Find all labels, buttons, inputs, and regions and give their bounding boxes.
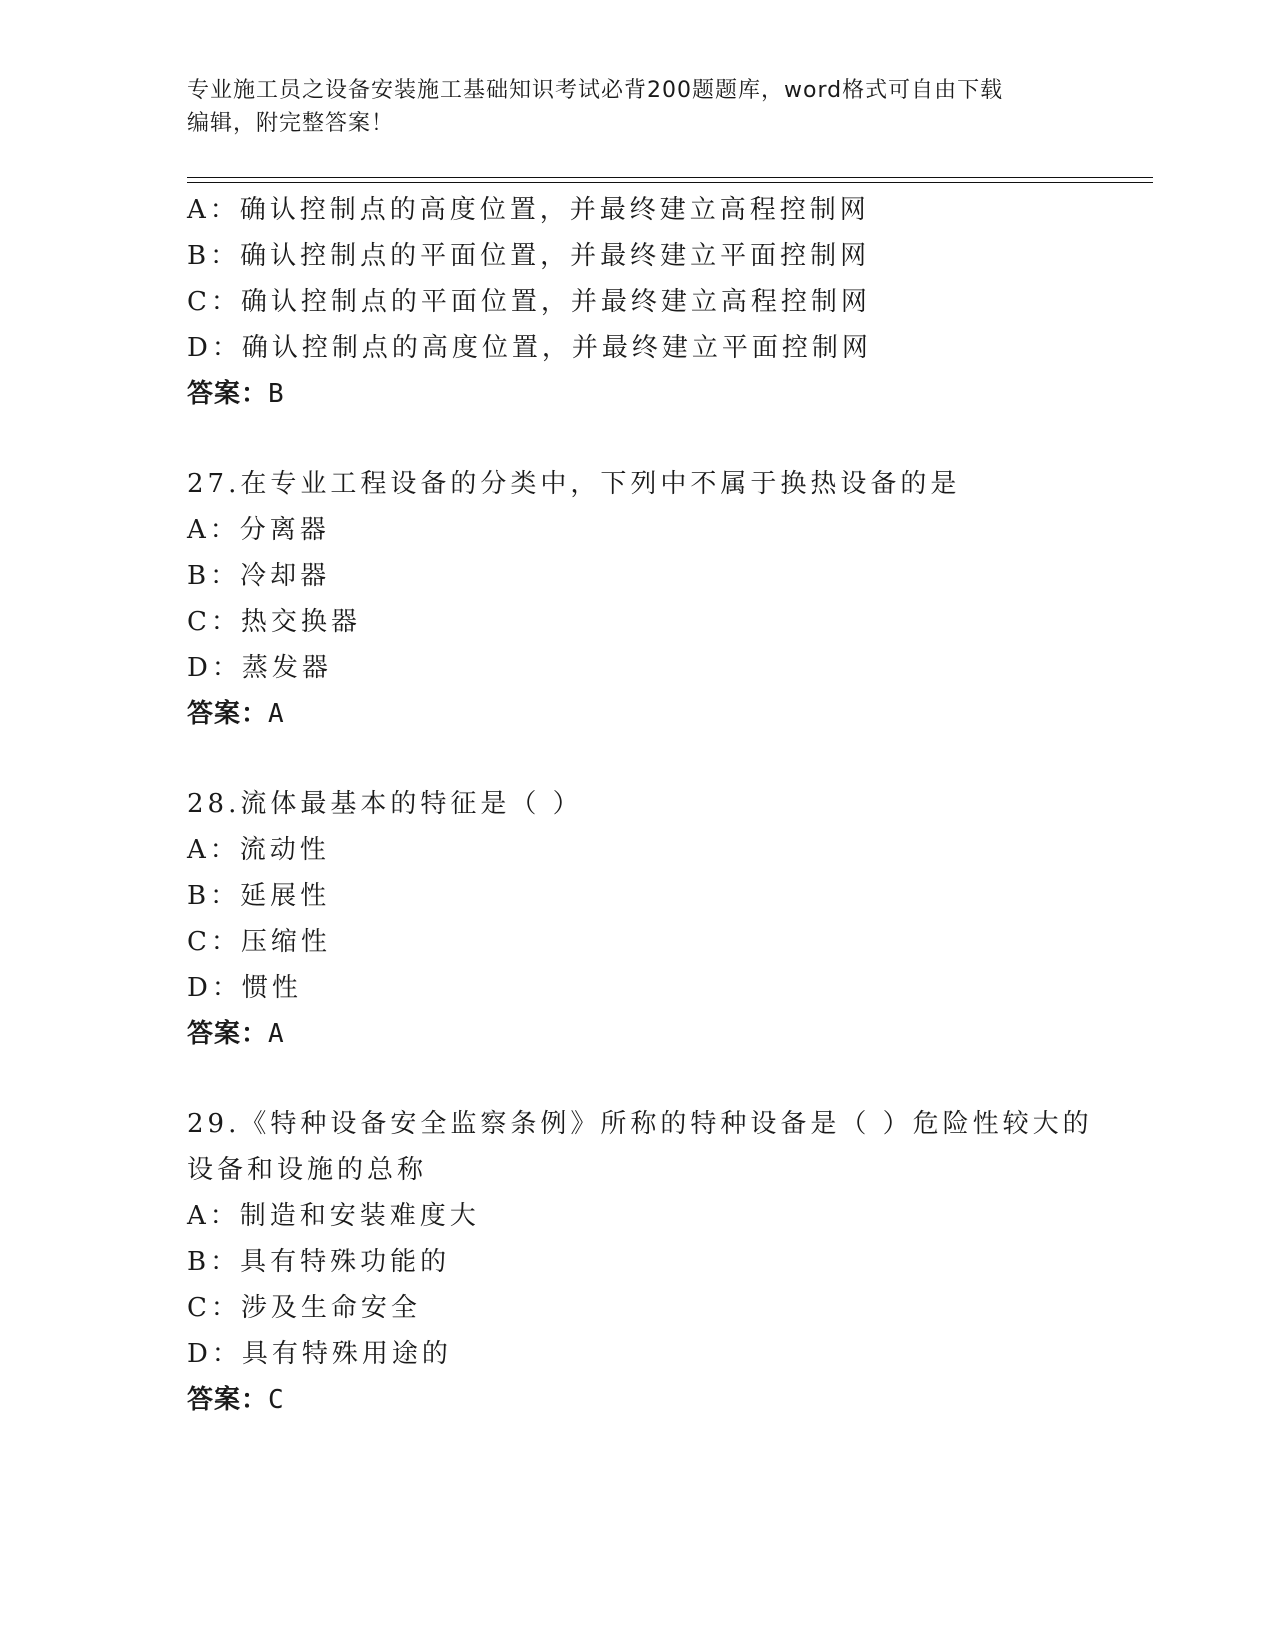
answer-label: 答案： (187, 1385, 269, 1415)
header-divider-bottom (187, 182, 1153, 183)
option-a: A：分离器 (187, 515, 330, 545)
header-title-line-2: 编辑，附完整答案！ (187, 111, 395, 136)
question-block-26 (187, 187, 1147, 417)
answer-value: B (268, 379, 285, 409)
question-block-28 (187, 781, 1147, 1057)
spacer (187, 417, 1147, 461)
spacer (187, 737, 1147, 781)
question-text: 27.在专业工程设备的分类中，下列中不属于换热设备的是 (187, 469, 961, 499)
question-block-27 (187, 461, 1147, 737)
answer-label: 答案： (187, 1019, 269, 1049)
answer-label: 答案： (187, 699, 269, 729)
question-text-line-1: 29.《特种设备安全监察条例》所称的特种设备是（ ）危险性较大的 (187, 1109, 1093, 1139)
option-a: A：制造和安装难度大 (187, 1201, 480, 1231)
option-c: C：确认控制点的平面位置，并最终建立高程控制网 (187, 287, 871, 317)
option-d: D：确认控制点的高度位置，并最终建立平面控制网 (187, 333, 872, 363)
question-block-29 (187, 1101, 1147, 1423)
question-text: 28.流体最基本的特征是（ ） (187, 789, 583, 819)
answer-line (187, 371, 1147, 417)
answer-line (187, 1011, 1147, 1057)
answer-label: 答案： (187, 379, 269, 409)
option-c: C：压缩性 (187, 927, 331, 957)
option-b: B：具有特殊功能的 (187, 1247, 451, 1277)
header-title-line-1: 专业施工员之设备安装施工基础知识考试必背200题题库，word格式可自由下载 (187, 78, 1004, 103)
answer-value: C (268, 1385, 285, 1415)
question-text-line-2: 设备和设施的总称 (187, 1155, 428, 1185)
option-b: B：确认控制点的平面位置，并最终建立平面控制网 (187, 241, 871, 271)
spacer (187, 1057, 1147, 1101)
answer-value: A (268, 699, 285, 729)
option-b: B：冷却器 (187, 561, 331, 591)
header-divider-top (187, 177, 1153, 178)
option-c: C：热交换器 (187, 607, 361, 637)
answer-value: A (268, 1019, 285, 1049)
question-list (187, 187, 1147, 1423)
answer-line (187, 691, 1147, 737)
option-d: D：蒸发器 (187, 653, 332, 683)
document-header (187, 74, 1087, 140)
option-d: D：具有特殊用途的 (187, 1339, 452, 1369)
option-a: A：流动性 (187, 835, 330, 865)
option-c: C：涉及生命安全 (187, 1293, 421, 1323)
answer-line (187, 1377, 1147, 1423)
option-b: B：延展性 (187, 881, 331, 911)
option-d: D：惯性 (187, 973, 302, 1003)
option-a: A：确认控制点的高度位置，并最终建立高程控制网 (187, 195, 870, 225)
